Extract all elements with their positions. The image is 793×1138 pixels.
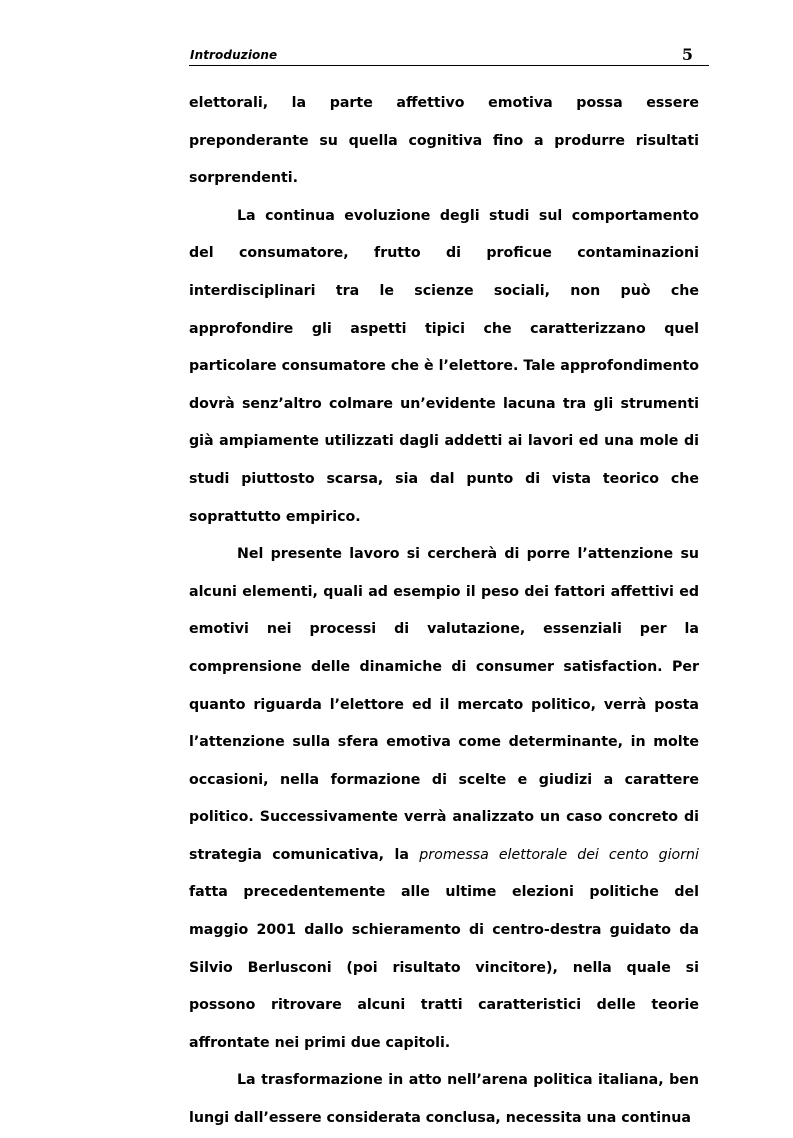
paragraph-text: fatta precedentemente alle ultime elezioni politiche del maggio 2001 dallo schieramento di centro-destra guidato da Silvio Berlusconi (poi risultato vincitore), nella quale si possono ritrovare alcuni tratti caratteristici delle teorie affrontate nei primi due capitoli. xyxy=(189,884,699,1051)
paragraph: La continua evoluzione degli studi sul comportamento del consumatore, frutto di proficue contaminazioni interdisciplinari tra le scienze sociali, non può che approfondire gli aspetti tipici che caratterizzano quel particolare consumatore che è l’elettore. Tale approfondimento dovrà senz’altro colmare un’evidente lacuna tra gli strumenti già ampiamente utilizzati dagli addetti ai lavori ed una mole di studi piuttosto scarsa, sia dal punto di vista teorico che soprattutto empirico. xyxy=(189,207,699,525)
page-number: 5 xyxy=(681,45,693,64)
paragraph xyxy=(189,536,699,1062)
paragraph-text: Nel presente lavoro si cercherà di porre l’attenzione su alcuni elementi, quali ad esempio il peso dei fattori affettivi ed emotivi nei processi di valutazione, essenziali per la comprensione delle dinamiche di consumer satisfaction. Per quanto riguarda l’elettore ed il mercato politico, verrà posta l’attenzione sulla sfera emotiva come determinante, in molte occasioni, nella formazione di scelte e giudizi a carattere politico. Successivamente verrà analizzato un caso concreto di strategia comunicativa, la xyxy=(189,546,699,863)
running-header xyxy=(189,46,709,66)
paragraph: elettorali, la parte affettivo emotiva possa essere preponderante su quella cognitiva fino a produrre risultati sorprendenti. xyxy=(189,95,699,187)
chapter-title: Introduzione xyxy=(190,48,278,62)
body-text xyxy=(189,85,699,1138)
emphasized-phrase: promessa elettorale dei cento giorni xyxy=(419,846,699,863)
paragraph: La trasformazione in atto nell’arena politica italiana, ben lungi dall’essere considerata conclusa, necessita una continua xyxy=(189,1072,699,1127)
